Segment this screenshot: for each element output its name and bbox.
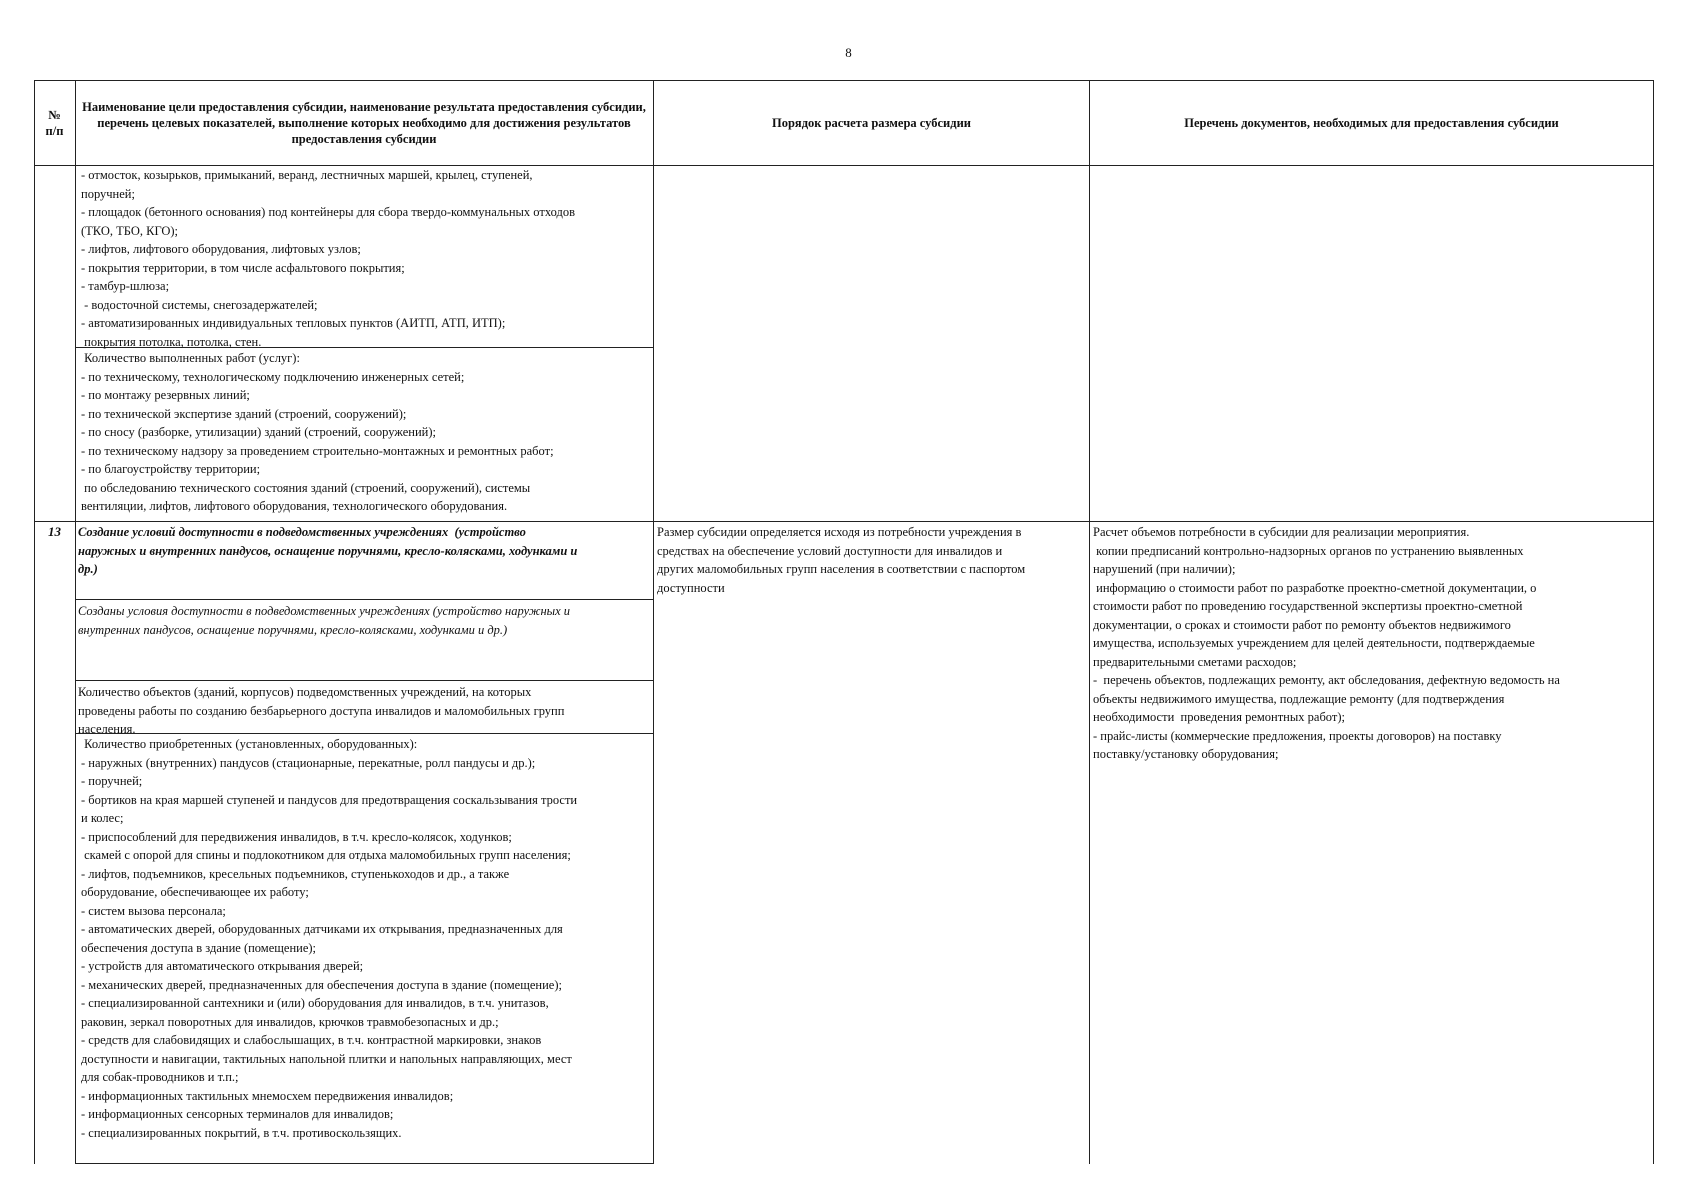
text-line: средствах на обеспечение условий доступности для инвалидов и <box>657 543 1003 558</box>
text-line: других маломобильных групп населения в соответствии с паспортом <box>657 562 1026 576</box>
text-line: - по техническому, технологическому подключению инженерных сетей; <box>81 369 465 384</box>
header-docs: Перечень документов, необходимых для предоставления субсидии <box>1184 115 1559 130</box>
text-line: - отмосток, козырьков, примыканий, веранд, лестничных маршей, крылец, ступеней, <box>81 168 533 182</box>
row13-goal <box>78 523 652 579</box>
text-line: - по монтажу резервных линий; <box>81 388 250 402</box>
text-line: - по благоустройству территории; <box>81 462 261 476</box>
row13-indicator <box>78 683 652 739</box>
continuation-list-1 <box>81 166 651 351</box>
text-line: оборудование, обеспечивающее их работу; <box>81 885 309 899</box>
text-line: поставку/установку оборудования; <box>1093 747 1279 761</box>
text-line: (ТКО, ТБО, КГО); <box>81 223 179 238</box>
text-line: - информационных сенсорных терминалов для инвалидов; <box>81 1107 394 1121</box>
text-line: нарушений (при наличии); <box>1093 562 1236 576</box>
text-line: внутренних пандусов, оснащение поручнями, кресло-колясками, ходунками и др.) <box>78 622 508 637</box>
text-line: - площадок (бетонного основания) под контейнеры для сбора твердо-коммунальных отходов <box>81 205 576 219</box>
text-line: Созданы условия доступности в подведомственных учреждениях (устройство наружных и <box>78 604 571 618</box>
text-line: - по технической экспертизе зданий (строений, сооружений); <box>81 406 407 421</box>
text-line: - бортиков на края маршей ступеней и пандусов для предотвращения соскальзывания трости <box>81 792 578 807</box>
col-divider-3 <box>1089 80 1090 1164</box>
header-calc: Порядок расчета размера субсидии <box>772 115 971 130</box>
row-number: 13 <box>48 524 61 539</box>
text-line: Количество приобретенных (установленных, оборудованных): <box>81 737 418 751</box>
row13-calc-method <box>657 523 1087 597</box>
text-line: скамей с опорой для спины и подлокотником для отдыха маломобильных групп населения; <box>81 848 571 862</box>
row13-top-border <box>34 521 1654 522</box>
text-line: доступности и навигации, тактильных напольной плитки и напольных направляющих, мест <box>81 1051 572 1066</box>
text-line: - средств для слабовидящих и слабослышащих, в т.ч. контрастной маркировки, знаков <box>81 1033 542 1047</box>
text-line: необходимости проведения ремонтных работ); <box>1093 710 1345 724</box>
text-line: - по техническому надзору за проведением строительно-монтажных и ремонтных работ; <box>81 443 554 458</box>
table-bottom-border <box>75 1163 653 1164</box>
text-line: и колес; <box>81 811 124 825</box>
text-line: имущества, используемых учреждением для целей деятельности, подтверждаемые <box>1093 636 1535 650</box>
text-line: объекты недвижимого имущества, подлежащие ремонту (для подтверждения <box>1093 691 1505 706</box>
text-line: Количество выполненных работ (услуг): <box>81 351 300 365</box>
table-left-border <box>34 80 35 1164</box>
subsidy-table <box>34 80 1654 1164</box>
text-line: покрытия потолка, потолка, стен. <box>81 334 262 349</box>
text-line: доступности <box>657 580 725 595</box>
text-line: Количество объектов (зданий, корпусов) подведомственных учреждений, на которых <box>78 685 532 699</box>
text-line: - перечень объектов, подлежащих ремонту, акт обследования, дефектную ведомость на <box>1093 673 1560 687</box>
col-divider-1 <box>75 80 76 1164</box>
text-line: - покрытия территории, в том числе асфальтового покрытия; <box>81 260 405 275</box>
header-goal: Наименование цели предоставления субсидии, наименование результата предоставления субсидии, перечень целевых показателей, выполнение которых необходимо для достижения результатов предоставления субсидии <box>82 99 646 146</box>
text-line: - наружных (внутренних) пандусов (стационарные, перекатные, ролл пандусы и др.); <box>81 755 536 770</box>
row13-divider-2 <box>75 680 653 681</box>
row13-documents <box>1093 523 1651 764</box>
text-line: Размер субсидии определяется исходя из потребности учреждения в <box>657 525 1022 539</box>
text-line: - тамбур-шлюза; <box>81 279 170 293</box>
text-line: раковин, зеркал поворотных для инвалидов, крючков травмобезопасных и др.; <box>81 1014 499 1029</box>
text-line: - автоматизированных индивидуальных тепловых пунктов (АИТП, АТП, ИТП); <box>81 316 506 330</box>
page-number: 8 <box>845 45 852 60</box>
text-line: по обследованию технического состояния зданий (строений, сооружений), системы <box>81 480 531 495</box>
text-line: - по сносу (разборке, утилизации) зданий (строений, сооружений); <box>81 425 436 439</box>
text-line: - водосточной системы, снегозадержателей; <box>81 297 318 312</box>
text-line: - автоматических дверей, оборудованных датчиками их открывания, предназначенных для <box>81 922 563 936</box>
text-line: стоимости работ по проведению государственной экспертизы проектно-сметной <box>1093 599 1523 613</box>
row13-acquired-list <box>81 735 651 1142</box>
text-line: поручней; <box>81 186 135 201</box>
text-line: информацию о стоимости работ по разработке проектно-сметной документации, о <box>1093 580 1537 595</box>
row13-result <box>78 602 652 639</box>
text-line: населения. <box>78 722 136 736</box>
text-line: - лифтов, лифтового оборудования, лифтовых узлов; <box>81 242 361 256</box>
text-line: - приспособлений для передвижения инвалидов, в т.ч. кресло-колясок, ходунков; <box>81 829 512 844</box>
text-line: - лифтов, подъемников, кресельных подъемников, ступенькоходов и др., а также <box>81 866 510 881</box>
text-line: Расчет объемов потребности в субсидии для реализации мероприятия. <box>1093 525 1470 539</box>
text-line: проведены работы по созданию безбарьерного доступа инвалидов и маломобильных групп <box>78 703 565 718</box>
text-line: - прайс-листы (коммерческие предложения, проекты договоров) на поставку <box>1093 728 1502 743</box>
text-line: обеспечения доступа в здание (помещение); <box>81 940 317 955</box>
text-line: предварительными сметами расходов; <box>1093 654 1297 669</box>
text-line: наружных и внутренних пандусов, оснащение поручнями, кресло-колясками, ходунками и <box>78 543 578 558</box>
text-line: документации, о сроках и стоимости работ по ремонту объектов недвижимого <box>1093 617 1511 632</box>
text-line: - поручней; <box>81 774 143 788</box>
text-line: - информационных тактильных мнемосхем передвижения инвалидов; <box>81 1088 454 1103</box>
text-line: для собак-проводников и т.п.; <box>81 1070 239 1084</box>
text-line: - специализированной сантехники и (или) оборудования для инвалидов, в т.ч. унитазов, <box>81 996 549 1010</box>
header-number: № п/п <box>45 107 64 138</box>
continuation-list-2 <box>81 349 651 516</box>
text-line: - устройств для автоматического открывания дверей; <box>81 959 364 973</box>
row13-divider-1 <box>75 599 653 600</box>
col-divider-2 <box>653 80 654 1164</box>
text-line: - систем вызова персонала; <box>81 903 226 918</box>
text-line: - специализированных покрытий, в т.ч. противоскользящих. <box>81 1125 402 1140</box>
text-line: вентиляции, лифтов, лифтового оборудования, технологического оборудования. <box>81 499 508 513</box>
text-line: копии предписаний контрольно-надзорных органов по устранению выявленных <box>1093 543 1524 558</box>
text-line: др.) <box>78 562 98 576</box>
table-right-border <box>1653 80 1654 1164</box>
text-line: Создание условий доступности в подведомственных учреждениях (устройство <box>78 525 526 539</box>
text-line: - механических дверей, предназначенных для обеспечения доступа в здание (помещение); <box>81 977 562 992</box>
